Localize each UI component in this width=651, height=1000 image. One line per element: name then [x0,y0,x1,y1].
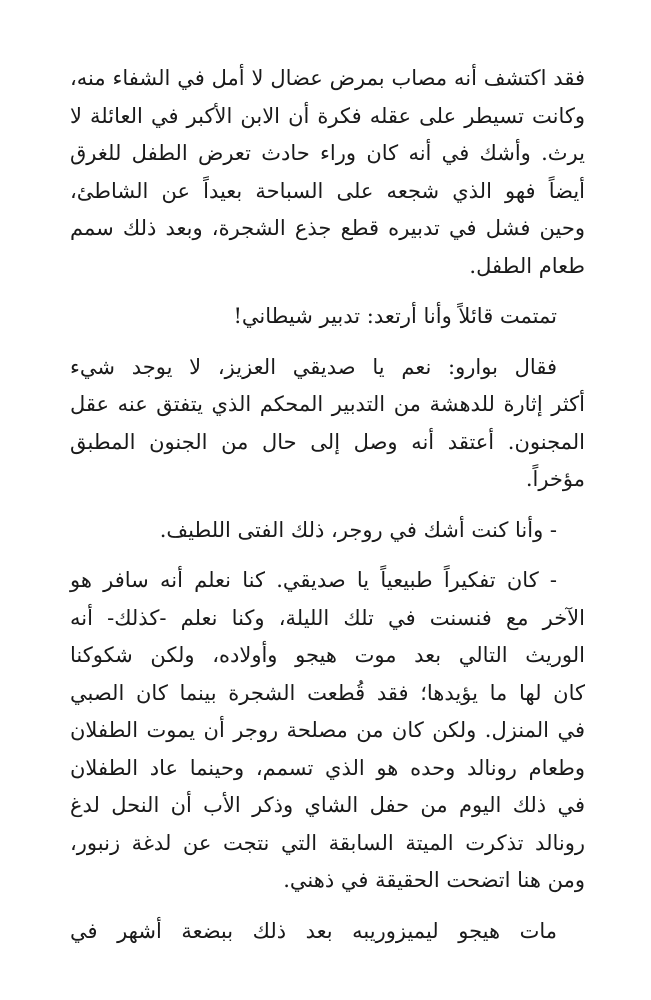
text-line: مؤخراً. [525,467,585,491]
text-line: وطعام رونالد وحده هو الذي تسمم، وحينما عاد الطفلان [70,755,585,780]
text-line: - كان تفكيراً طبيعياً يا صديقي. كنا نعلم أنه سافر هو [70,568,557,592]
text-line: أكثر إثارة للدهشة من التدبير المحكم الذي يتفتق عنه عقل [70,392,585,416]
text-line: فقال بوارو: نعم يا صديقي العزيز، لا يوجد شيء [70,354,557,379]
paragraph-1 [70,60,585,285]
text-line: يرث. وأشك في أنه كان وراء حادث تعرض الطفل للغرق [70,141,585,165]
paragraph-4 [70,512,585,550]
book-page [70,60,585,963]
text-line: رونالد تذكرت الميتة السابقة التي نتجت عن لدغة زنبور، [70,830,585,855]
text-line: الوريث التالي بعد موت هيجو وأولاده، ولكن شكوكنا [70,643,585,667]
text-line: كان لها ما يؤيدها؛ فقد قُطعت الشجرة بينما كان الصبي [70,680,585,705]
paragraph-5 [70,562,585,900]
text-line: المجنون. أعتقد أنه وصل إلى حال من الجنون المطبق [70,429,585,454]
text-line: في المنزل. ولكن كان من مصلحة روجر أن يموت الطفلان [70,718,585,742]
text-line: ومن هنا اتضحت الحقيقة في ذهني. [283,868,585,892]
paragraph-6 [70,913,585,951]
text-line: وحين فشل في تدبيره قطع جذع الشجرة، وبعد ذلك سمم [70,216,585,240]
text-line: وكانت تسيطر على عقله فكرة أن الابن الأكبر في العائلة لا [70,103,585,128]
text-line: تمتمت قائلاً وأنا أرتعد: تدبير شيطاني! [233,304,557,328]
text-line: في ذلك اليوم من حفل الشاي وذكر الأب أن النحل لدغ [70,793,585,817]
paragraph-2 [70,298,585,336]
text-line: - وأنا كنت أشك في روجر، ذلك الفتى اللطيف. [159,517,557,542]
text-line: مات هيجو ليميزوريبه بعد ذلك ببضعة أشهر في [70,918,557,943]
text-line: الآخر مع فنسنت في تلك الليلة، وكنا نعلم -كذلك- أنه [70,605,585,630]
text-line: أيضاً فهو الذي شجعه على السباحة بعيداً عن الشاطئ، [70,178,585,203]
text-line: فقد اكتشف أنه مصاب بمرض عضال لا أمل في الشفاء منه، [70,66,585,90]
paragraph-3 [70,349,585,499]
text-line: طعام الطفل. [469,253,585,278]
